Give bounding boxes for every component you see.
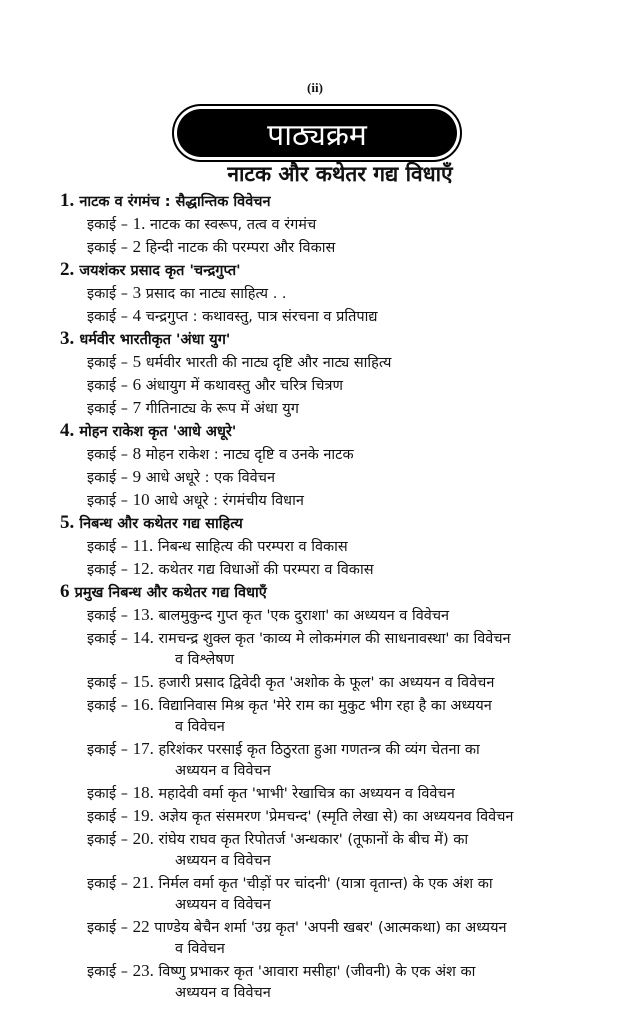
- unit-item: [60, 535, 580, 558]
- unit-item: [60, 558, 580, 581]
- unit-text: पाण्डेय बेचैन शर्मा 'उग्र कृत' 'अपनी खबर' (आत्मकथा) का अध्ययन: [154, 920, 507, 936]
- section-number: 4.: [60, 420, 75, 441]
- unit-number: 17.: [132, 739, 154, 758]
- unit-text: कथेतर गद्य विधाओं की परम्परा व विकास: [158, 562, 374, 578]
- unit-number: 7: [132, 398, 142, 417]
- unit-text: विष्णु प्रभाकर कृत 'आवारा मसीहा' (जीवनी) के एक अंश का: [158, 964, 476, 980]
- unit-text-continuation: व विश्लेषण: [175, 652, 235, 668]
- unit-text: प्रसाद का नाट्य साहित्य . .: [145, 286, 287, 302]
- section-heading: [60, 259, 580, 282]
- unit-item: [60, 604, 580, 627]
- unit-text: निबन्ध साहित्य की परम्परा व विकास: [157, 539, 348, 555]
- unit-item: [60, 671, 580, 694]
- section-title: जयशंकर प्रसाद कृत 'चन्द्रगुप्त': [79, 263, 241, 279]
- unit-text-continuation: अध्ययन व विवेचन: [175, 853, 271, 869]
- page-number: (ii): [307, 80, 323, 95]
- unit-item: [60, 805, 580, 828]
- unit-text: हजारी प्रसाद द्विवेदी कृत 'अशोक के फूल' का अध्ययन व विवेचन: [158, 675, 495, 691]
- unit-item: [60, 236, 580, 259]
- unit-text: मोहन राकेश : नाट्य दृष्टि व उनके नाटक: [145, 447, 354, 463]
- section-title: धर्मवीर भारतीकृत 'अंधा युग': [79, 332, 231, 348]
- section-number: 1.: [60, 190, 75, 211]
- section-title: मोहन राकेश कृत 'आधे अधूरे': [79, 424, 237, 440]
- unit-number: 8: [132, 444, 142, 463]
- page-subtitle: नाटक और कथेतर गद्य विधाएँ: [227, 162, 453, 186]
- unit-item: [60, 872, 580, 895]
- unit-item: [60, 213, 580, 236]
- unit-number: 1.: [132, 214, 146, 233]
- unit-number: 14.: [132, 628, 154, 647]
- unit-prefix: इकाई –: [87, 809, 128, 825]
- section-heading: [60, 581, 580, 604]
- unit-prefix: इकाई –: [87, 742, 128, 758]
- section-number: 5.: [60, 512, 75, 533]
- unit-item: [60, 466, 580, 489]
- unit-prefix: इकाई –: [87, 832, 128, 848]
- unit-text: आधे अधूरे : रंगमंचीय विधान: [154, 493, 304, 509]
- unit-item: [60, 489, 580, 512]
- unit-item: [60, 782, 580, 805]
- unit-item: [60, 960, 580, 983]
- unit-text-continuation: अध्ययन व विवेचन: [175, 763, 271, 779]
- unit-item: [60, 305, 580, 328]
- unit-item: [60, 282, 580, 305]
- unit-prefix: इकाई –: [87, 470, 128, 486]
- unit-prefix: इकाई –: [87, 876, 128, 892]
- unit-prefix: इकाई –: [87, 447, 128, 463]
- unit-item: [60, 351, 580, 374]
- unit-number: 13.: [132, 605, 154, 624]
- unit-prefix: इकाई –: [87, 539, 128, 555]
- unit-number: 23.: [132, 961, 154, 980]
- unit-text: बालमुकुन्द गुप्त कृत 'एक दुराशा' का अध्ययन व विवेचन: [158, 608, 450, 624]
- unit-prefix: इकाई –: [87, 964, 128, 980]
- unit-number: 16.: [132, 695, 154, 714]
- unit-prefix: इकाई –: [87, 286, 128, 302]
- unit-number: 4: [132, 306, 142, 325]
- unit-prefix: इकाई –: [87, 786, 128, 802]
- unit-item: [60, 738, 580, 761]
- banner-title: पाठ्यक्रम: [177, 109, 457, 157]
- unit-text: चन्द्रगुप्त : कथावस्तु, पात्र संरचना व प्रतिपाद्य: [145, 309, 378, 325]
- unit-number: 9: [132, 467, 142, 486]
- section-number: 6: [60, 581, 70, 602]
- unit-text-continuation: अध्ययन व विवेचन: [175, 985, 271, 1001]
- unit-prefix: इकाई –: [87, 631, 128, 647]
- unit-number: 11.: [132, 536, 154, 555]
- section-title: नाटक व रंगमंच : सैद्धान्तिक विवेचन: [79, 194, 271, 210]
- unit-prefix: इकाई –: [87, 309, 128, 325]
- unit-text: विद्यानिवास मिश्र कृत 'मेरे राम का मुकुट भीग रहा है का अध्ययन: [158, 698, 492, 714]
- unit-number: 18.: [132, 783, 154, 802]
- unit-prefix: इकाई –: [87, 401, 128, 417]
- unit-prefix: इकाई –: [87, 562, 128, 578]
- unit-text-continuation: व विवेचन: [175, 941, 225, 957]
- unit-prefix: इकाई –: [87, 608, 128, 624]
- unit-number: 12.: [132, 559, 154, 578]
- unit-text: नाटक का स्वरूप, तत्व व रंगमंच: [149, 217, 317, 233]
- section-title: निबन्ध और कथेतर गद्य साहित्य: [79, 516, 243, 532]
- unit-number: 20.: [132, 829, 154, 848]
- section-heading: [60, 328, 580, 351]
- unit-prefix: इकाई –: [87, 493, 128, 509]
- unit-number: 19.: [132, 806, 154, 825]
- unit-text-continuation: अध्ययन व विवेचन: [175, 897, 271, 913]
- unit-number: 2: [132, 237, 142, 256]
- unit-text: हिन्दी नाटक की परम्परा और विकास: [145, 240, 336, 256]
- unit-text: निर्मल वर्मा कृत 'चीड़ों पर चांदनी' (यात्रा वृतान्त) के एक अंश का: [158, 876, 493, 892]
- unit-number: 22: [132, 917, 150, 936]
- unit-prefix: इकाई –: [87, 355, 128, 371]
- unit-item: [60, 374, 580, 397]
- unit-number: 3: [132, 283, 142, 302]
- unit-text-continuation: व विवेचन: [175, 719, 225, 735]
- section-heading: [60, 190, 580, 213]
- unit-text: धर्मवीर भारती की नाट्य दृष्टि और नाट्य साहित्य: [145, 355, 392, 371]
- unit-prefix: इकाई –: [87, 378, 128, 394]
- unit-number: 15.: [132, 672, 154, 691]
- unit-item: [60, 694, 580, 717]
- unit-prefix: इकाई –: [87, 698, 128, 714]
- unit-text: आधे अधूरे : एक विवेचन: [145, 470, 275, 486]
- section-number: 3.: [60, 328, 75, 349]
- unit-item: [60, 828, 580, 851]
- unit-prefix: इकाई –: [87, 675, 128, 691]
- section-heading: [60, 512, 580, 535]
- section-heading: [60, 420, 580, 443]
- unit-item: [60, 443, 580, 466]
- unit-text: हरिशंकर परसाई कृत ठिठुरता हुआ गणतन्त्र की व्यंग चेतना का: [158, 742, 480, 758]
- unit-item: [60, 627, 580, 650]
- section-title: प्रमुख निबन्ध और कथेतर गद्य विधाएँ: [74, 585, 267, 601]
- syllabus-banner: [172, 104, 462, 162]
- unit-text: गीतिनाट्य के रूप में अंधा युग: [145, 401, 299, 417]
- syllabus-content: [60, 190, 580, 1004]
- unit-item: [60, 397, 580, 420]
- unit-number: 10: [132, 490, 150, 509]
- unit-number: 21.: [132, 873, 154, 892]
- section-number: 2.: [60, 259, 75, 280]
- unit-text: रांघेय राघव कृत रिपोतर्ज 'अन्धकार' (तूफानों के बीच में) का: [158, 832, 469, 848]
- unit-prefix: इकाई –: [87, 920, 128, 936]
- unit-text: रामचन्द्र शुक्ल कृत 'काव्य मे लोकमंगल की साधनावस्था' का विवेचन: [158, 631, 511, 647]
- unit-number: 5: [132, 352, 142, 371]
- unit-item: [60, 916, 580, 939]
- unit-number: 6: [132, 375, 142, 394]
- unit-text: अज्ञेय कृत संसमरण 'प्रेमचन्द' (स्मृति लेखा से) का अध्ययनव विवेचन: [158, 809, 514, 825]
- unit-prefix: इकाई –: [87, 240, 128, 256]
- unit-text: अंधायुग में कथावस्तु और चरित्र चित्रण: [145, 378, 343, 394]
- unit-text: महादेवी वर्मा कृत 'भाभी' रेखाचित्र का अध्ययन व विवेचन: [158, 786, 455, 802]
- unit-prefix: इकाई –: [87, 217, 128, 233]
